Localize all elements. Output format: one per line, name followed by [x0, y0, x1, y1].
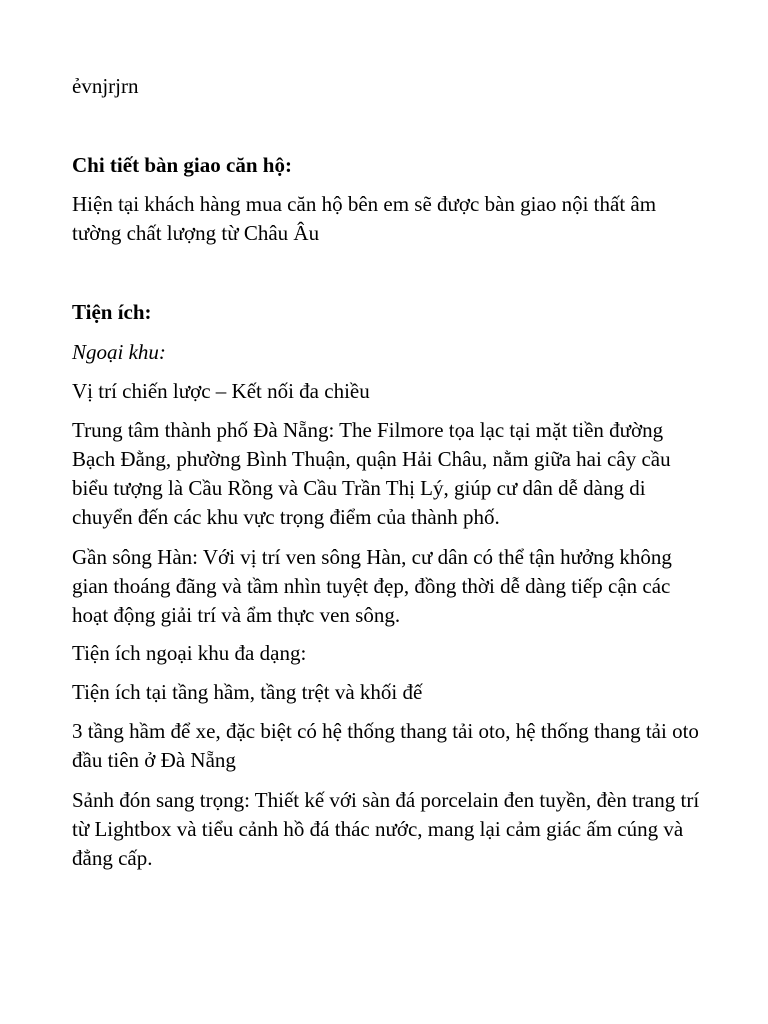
near-river-paragraph: Gần sông Hàn: Với vị trí ven sông Hàn, cư dân có thể tận hưởng không gian thoáng đãng và tầm nhìn tuyệt đẹp, đồng thời dễ dàng tiếp cận các hoạt động giải trí và ẩm thực ven sông.: [72, 545, 672, 627]
city-center-paragraph: Trung tâm thành phố Đà Nẵng: The Filmore tọa lạc tại mặt tiền đường Bạch Đằng, phường Bình Thuận, quận Hải Châu, nằm giữa hai cây cầu biểu tượng là Cầu Rồng và Cầu Trần Thị Lý, giúp cư dân dễ dàng di chuyển đến các khu vực trọng điểm của thành phố.: [72, 418, 671, 529]
parking-paragraph: 3 tầng hầm để xe, đặc biệt có hệ thống thang tải oto, hệ thống thang tải oto đầu tiên ở Đà Nẵng: [72, 719, 699, 772]
diverse-amenities-heading: Tiện ích ngoại khu đa dạng:: [72, 641, 307, 665]
amenities-heading: Tiện ích:: [72, 300, 152, 324]
handover-text: Hiện tại khách hàng mua căn hộ bên em sẽ được bàn giao nội thất âm tường chất lượng từ Châu Âu: [72, 192, 657, 245]
lobby-paragraph: Sảnh đón sang trọng: Thiết kế với sàn đá porcelain đen tuyền, đèn trang trí từ Lightbox và tiểu cảnh hồ đá thác nước, mang lại cảm giác ấm cúng và đẳng cấp.: [72, 788, 700, 870]
external-label: Ngoại khu:: [72, 340, 166, 364]
top-text: ẻvnjrjrn: [72, 74, 139, 98]
handover-heading: Chi tiết bàn giao căn hộ:: [72, 153, 292, 177]
basement-amenities: Tiện ích tại tầng hầm, tầng trệt và khối đế: [72, 680, 423, 704]
strategic-location: Vị trí chiến lược – Kết nối đa chiều: [72, 379, 370, 403]
